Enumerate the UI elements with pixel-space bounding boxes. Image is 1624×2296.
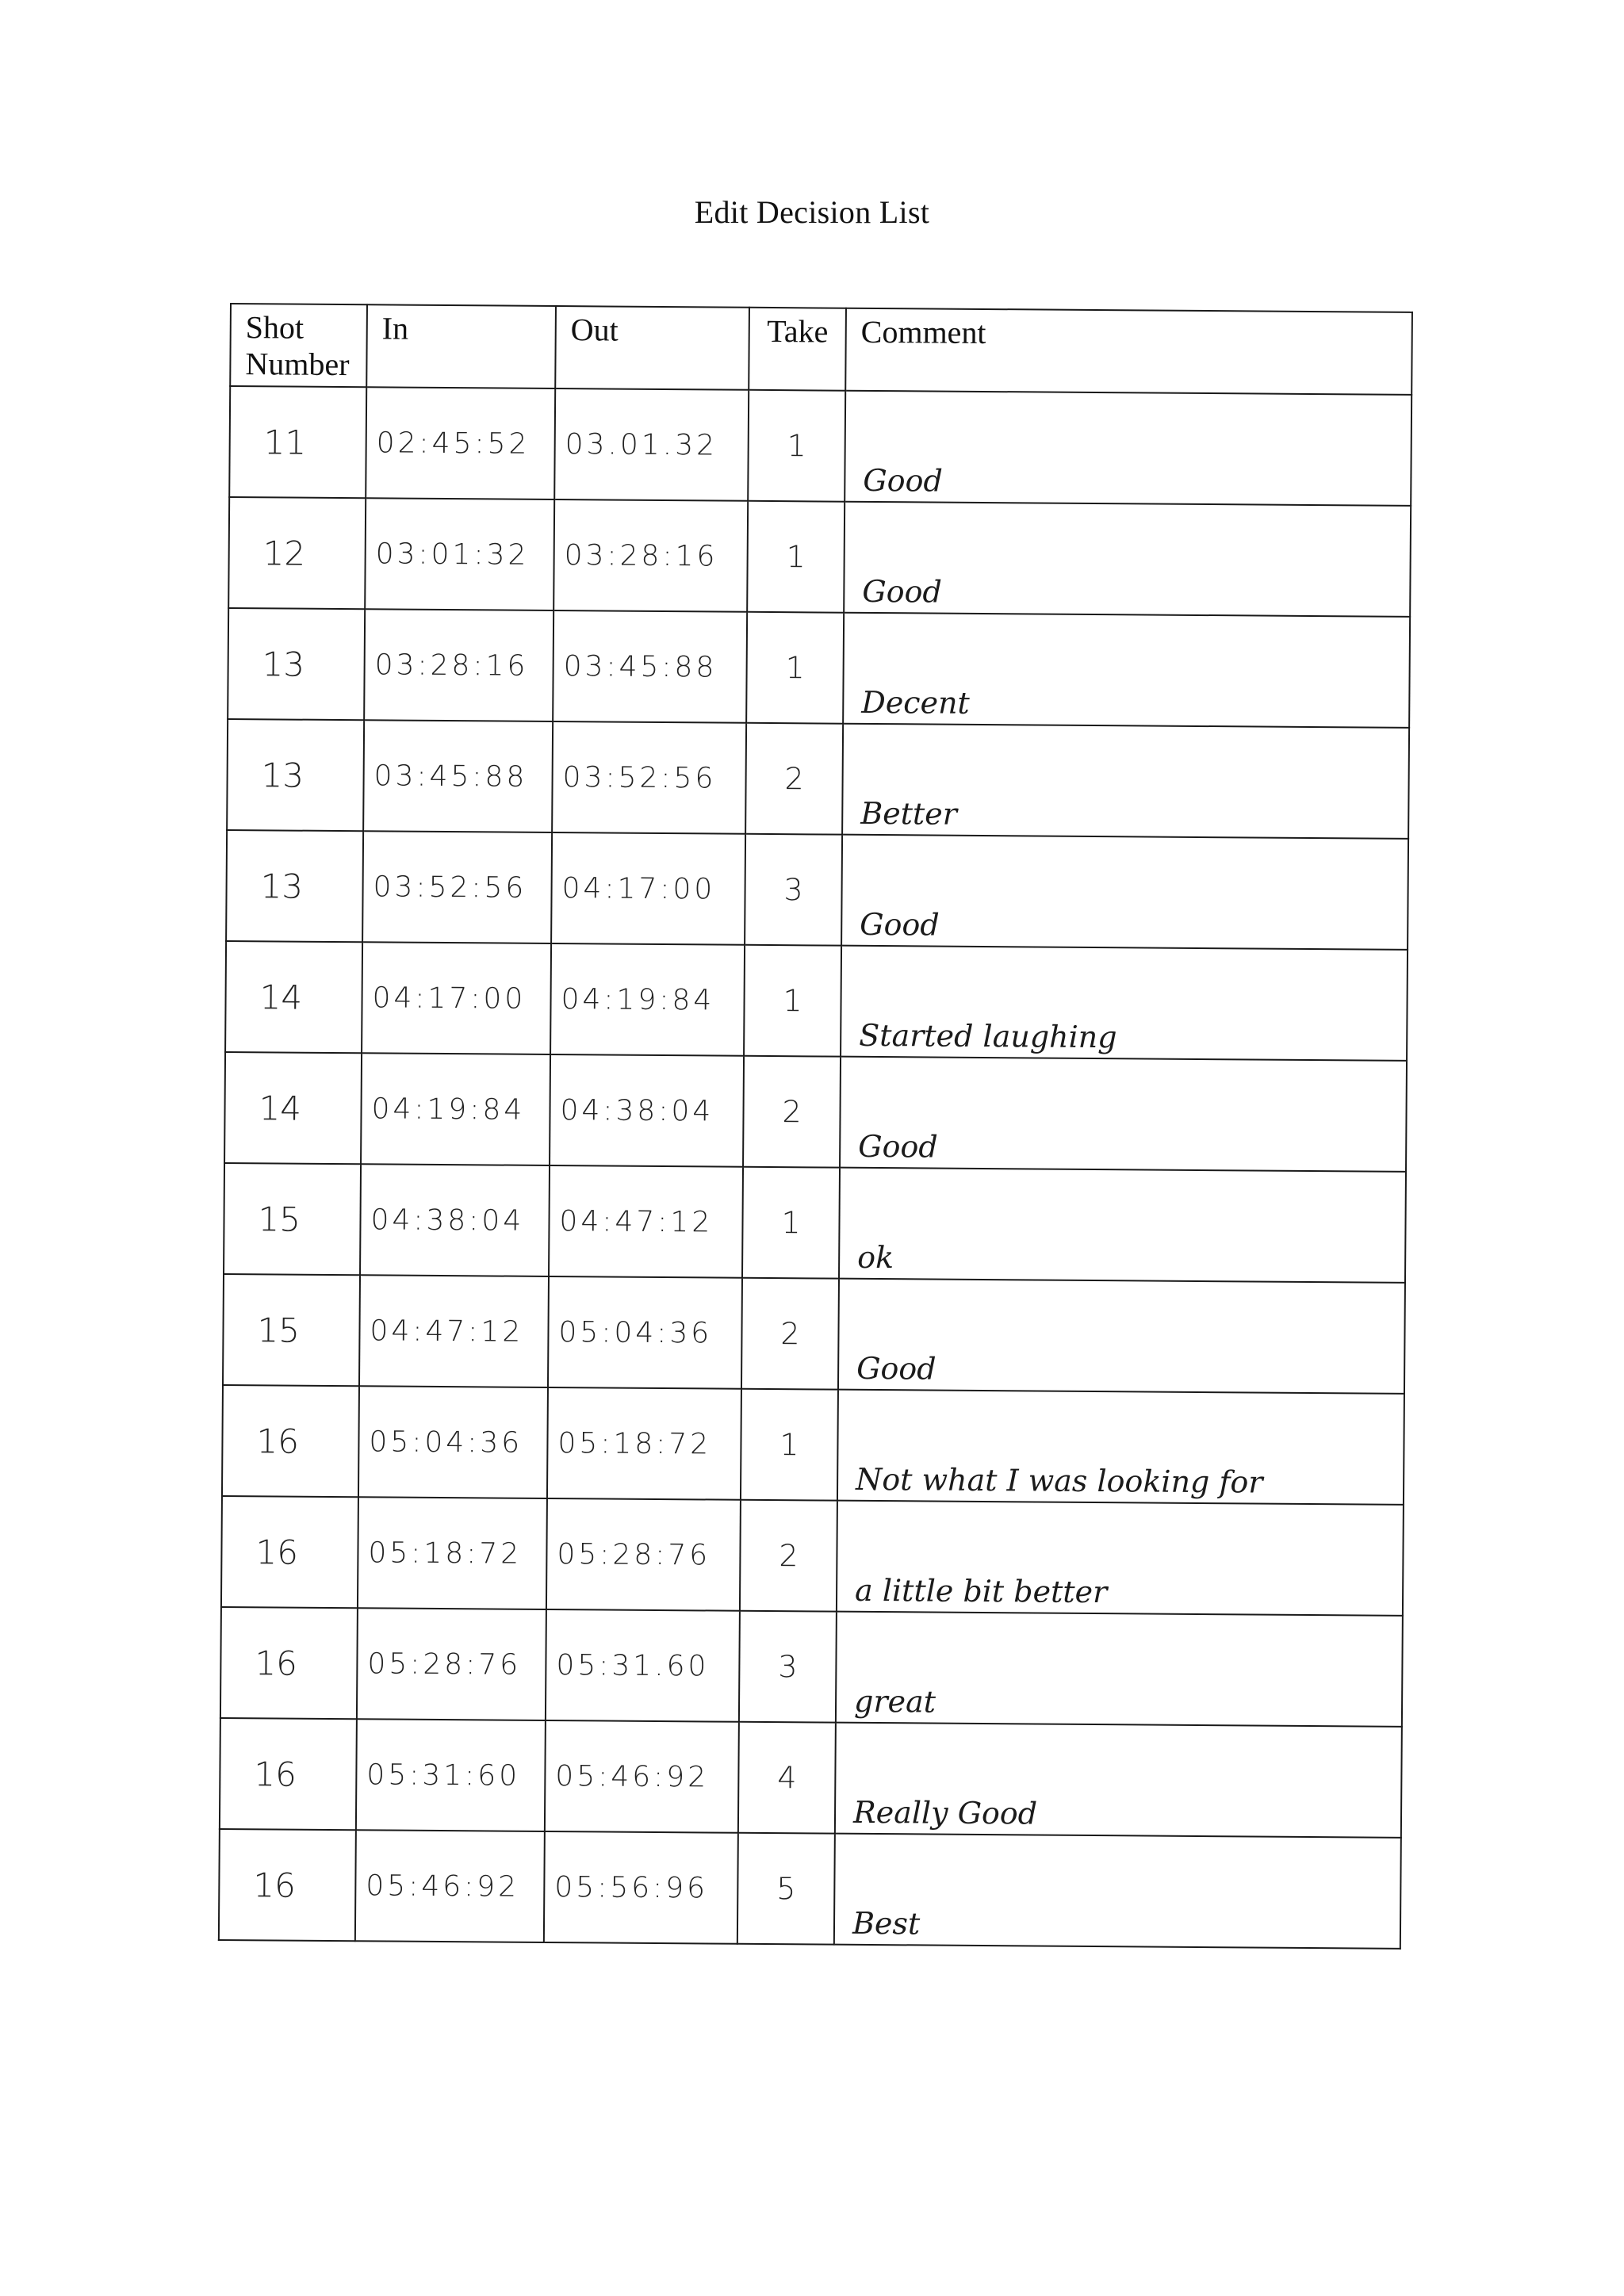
comment-cell [838, 1279, 1405, 1394]
out-timecode-cell: 04:38:04 [550, 1054, 744, 1167]
shot-number-cell: 16 [219, 1829, 356, 1941]
table-row [229, 386, 1411, 506]
handwritten-comment: Really Good [852, 1794, 1038, 1831]
table-row [225, 941, 1408, 1061]
in-timecode-cell: 03:52:56 [362, 831, 552, 943]
handwritten-comment: Good [863, 462, 943, 499]
out-timecode-cell: 04:17:00 [551, 832, 745, 945]
in-timecode-cell: 04:47:12 [359, 1275, 549, 1387]
table-row [220, 1607, 1403, 1727]
table-row [227, 719, 1409, 839]
col-header-shot: Shot Number [230, 304, 367, 387]
header-row [230, 304, 1412, 395]
take-cell: 1 [741, 1389, 838, 1501]
handwritten-comment: great [853, 1683, 936, 1720]
out-timecode-cell: 05:28:76 [546, 1498, 741, 1611]
take-cell: 1 [746, 612, 844, 724]
handwritten-comment: a little bit better [854, 1572, 1108, 1610]
take-cell: 2 [740, 1500, 837, 1612]
col-header-comment: Comment [845, 308, 1412, 395]
out-timecode-cell: 03:28:16 [553, 499, 748, 612]
shot-number-cell: 16 [220, 1718, 357, 1830]
take-cell: 1 [742, 1167, 840, 1279]
table-row [223, 1274, 1405, 1394]
handwritten-comment: Good [860, 906, 940, 943]
out-timecode-cell: 05:04:36 [548, 1276, 742, 1389]
in-timecode-cell: 02:45:52 [366, 387, 555, 499]
shot-number-cell: 15 [224, 1163, 361, 1275]
comment-cell [837, 1390, 1404, 1505]
take-cell: 2 [741, 1278, 839, 1390]
out-timecode-cell: 05:56:96 [544, 1831, 738, 1944]
handwritten-comment: Best [852, 1905, 921, 1942]
page-title: Edit Decision List [694, 194, 930, 230]
take-cell: 4 [738, 1722, 836, 1834]
comment-cell [843, 613, 1410, 728]
take-cell: 1 [747, 501, 845, 613]
handwritten-comment: Good [862, 573, 942, 610]
table-row [220, 1718, 1402, 1838]
shot-number-cell: 13 [227, 719, 364, 831]
table-row [228, 608, 1410, 728]
in-timecode-cell: 04:19:84 [361, 1053, 550, 1165]
comment-cell [841, 835, 1408, 950]
take-cell: 3 [739, 1611, 837, 1723]
handwritten-comment: Not what I was looking for [855, 1461, 1263, 1500]
comment-cell [834, 1834, 1401, 1949]
comment-cell [841, 946, 1408, 1061]
handwritten-comment: Better [860, 795, 958, 832]
out-timecode-cell: 03:52:56 [552, 721, 746, 834]
comment-cell [839, 1168, 1406, 1283]
table-row [224, 1052, 1407, 1172]
handwritten-comment: Started laughing [859, 1017, 1117, 1055]
table-row [221, 1496, 1404, 1616]
take-cell: 1 [744, 945, 841, 1057]
out-timecode-cell: 04:19:84 [550, 943, 745, 1056]
in-timecode-cell: 05:18:72 [358, 1497, 547, 1609]
comment-cell [845, 391, 1411, 506]
shot-number-cell: 14 [225, 941, 362, 1053]
col-header-take: Take [749, 308, 846, 391]
table-row [224, 1163, 1406, 1283]
out-timecode-cell: 03:45:88 [553, 610, 747, 723]
out-timecode-cell: 03.01.32 [554, 388, 749, 501]
shot-number-cell: 13 [228, 608, 365, 720]
col-header-out: Out [555, 306, 749, 390]
out-timecode-cell: 05:31.60 [546, 1609, 740, 1722]
comment-cell [836, 1612, 1403, 1727]
shot-number-cell: 14 [224, 1052, 362, 1164]
shot-number-cell: 16 [221, 1496, 358, 1608]
take-cell: 2 [745, 723, 843, 835]
shot-number-cell: 16 [222, 1385, 359, 1497]
comment-cell [835, 1723, 1402, 1838]
take-cell: 1 [748, 390, 845, 502]
handwritten-comment: Good [858, 1128, 938, 1165]
out-timecode-cell: 05:18:72 [547, 1387, 741, 1500]
table-row [222, 1385, 1404, 1505]
in-timecode-cell: 05:46:92 [355, 1830, 545, 1942]
shot-number-cell: 13 [226, 830, 363, 942]
in-timecode-cell: 03:45:88 [363, 720, 553, 832]
take-cell: 3 [745, 834, 842, 946]
shot-number-cell: 15 [223, 1274, 360, 1386]
handwritten-comment: Good [856, 1350, 936, 1387]
in-timecode-cell: 03:01:32 [365, 498, 554, 610]
in-timecode-cell: 04:38:04 [360, 1164, 550, 1276]
take-cell: 2 [743, 1056, 841, 1168]
comment-cell [844, 502, 1411, 617]
handwritten-comment: Decent [861, 684, 970, 721]
comment-cell [842, 724, 1409, 839]
take-cell: 5 [737, 1833, 835, 1945]
shot-number-cell: 11 [229, 386, 366, 498]
in-timecode-cell: 03:28:16 [364, 609, 553, 721]
out-timecode-cell: 04:47:12 [549, 1165, 743, 1278]
shot-number-cell: 16 [220, 1607, 358, 1719]
in-timecode-cell: 05:04:36 [358, 1386, 548, 1498]
table-row [228, 497, 1411, 617]
edit-decision-table [218, 303, 1413, 1950]
col-header-in: In [366, 304, 556, 388]
in-timecode-cell: 05:31:60 [356, 1719, 546, 1831]
out-timecode-cell: 05:46:92 [545, 1720, 739, 1833]
comment-cell [837, 1501, 1404, 1616]
comment-cell [840, 1057, 1407, 1172]
in-timecode-cell: 04:17:00 [362, 942, 551, 1054]
table-row [226, 830, 1408, 950]
handwritten-comment: ok [857, 1239, 894, 1276]
in-timecode-cell: 05:28:76 [357, 1608, 546, 1720]
shot-number-cell: 12 [228, 497, 366, 609]
table-row [219, 1829, 1401, 1949]
